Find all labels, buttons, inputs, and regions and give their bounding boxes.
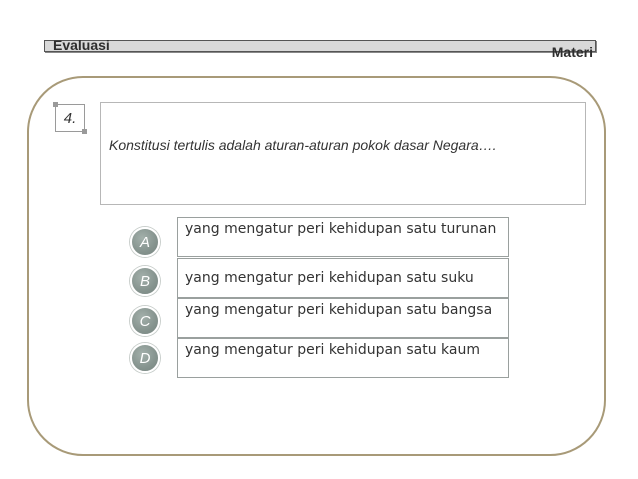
choice-c-bubble[interactable]: C (130, 306, 160, 336)
choice-a-bubble[interactable]: A (130, 227, 160, 257)
question-box (100, 102, 586, 205)
top-bar (44, 37, 596, 60)
choice-c-box[interactable] (177, 298, 509, 338)
choice-d-bubble[interactable]: D (130, 343, 160, 373)
choice-b-text: yang mengatur peri kehidupan satu suku (185, 270, 474, 286)
choice-a-text: yang mengatur peri kehidupan satu turunan (185, 221, 497, 237)
choice-b-box[interactable] (177, 258, 509, 298)
evaluasi-tab[interactable]: Evaluasi (53, 37, 110, 53)
materi-link[interactable]: Materi (551, 44, 593, 60)
question-number: 4. (55, 104, 85, 132)
question-text: Konstitusi tertulis adalah aturan-aturan pokok dasar Negara…. (109, 137, 497, 153)
choice-c-text: yang mengatur peri kehidupan satu bangsa (185, 302, 493, 318)
choice-d-box[interactable] (177, 338, 509, 378)
choice-d-text: yang mengatur peri kehidupan satu kaum (185, 342, 480, 358)
choice-b-bubble[interactable]: B (130, 266, 160, 296)
choice-a-box[interactable] (177, 217, 509, 257)
